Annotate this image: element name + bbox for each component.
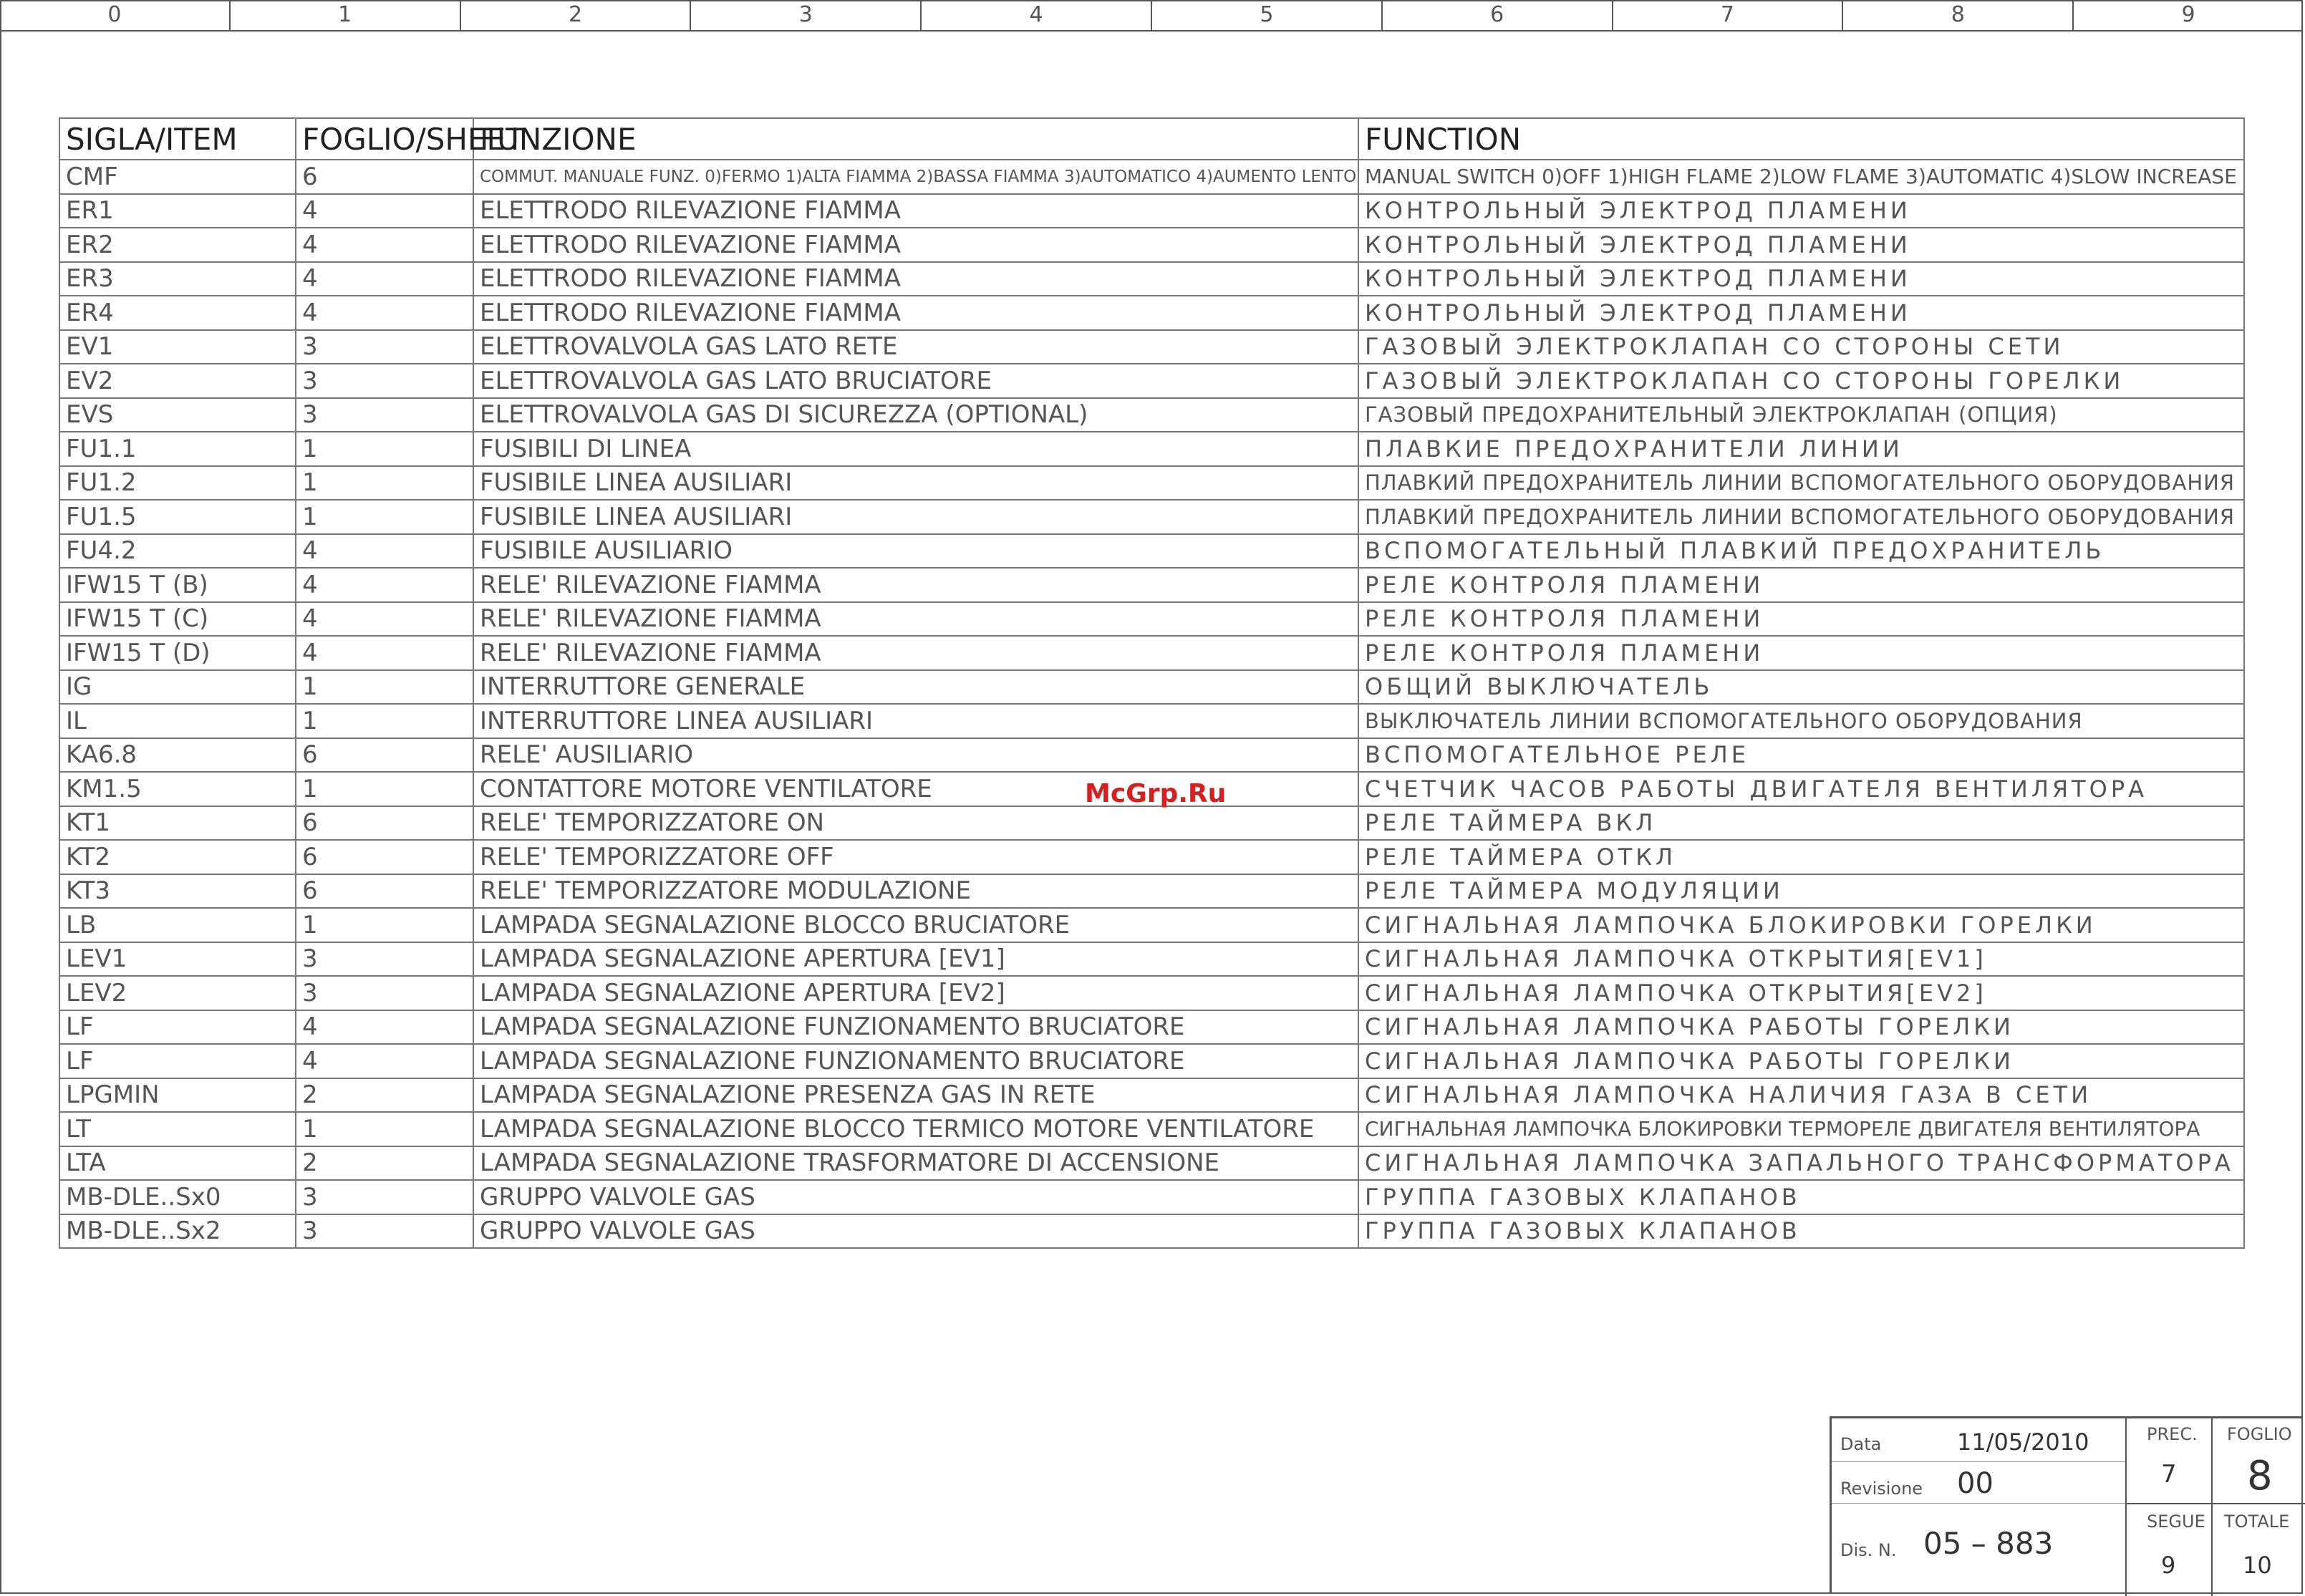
- cell-funzione: LAMPADA SEGNALAZIONE BLOCCO BRUCIATORE: [473, 908, 1358, 942]
- cell-funzione: ELETTROVALVOLA GAS LATO BRUCIATORE: [473, 364, 1358, 398]
- cell-sheet: 6: [296, 840, 473, 874]
- table-row: [59, 670, 2244, 705]
- table-row: [59, 432, 2244, 466]
- cell-item: LEV2: [59, 976, 296, 1010]
- ruler-cell: 9: [2181, 2, 2195, 27]
- cell-sheet: 2: [296, 1146, 473, 1181]
- foglio-value: 8: [2247, 1453, 2273, 1499]
- cell-sheet: 4: [296, 262, 473, 296]
- cell-funzione: LAMPADA SEGNALAZIONE FUNZIONAMENTO BRUCIATORE: [473, 1044, 1358, 1078]
- cell-function: РЕЛЕ ТАЙМЕРА ВКЛ: [1358, 806, 2244, 841]
- cell-function: ПЛАВКИЙ ПРЕДОХРАНИТЕЛЬ ЛИНИИ ВСПОМОГАТЕЛЬНОГО ОБОРУДОВАНИЯ: [1358, 466, 2244, 500]
- cell-item: IG: [59, 670, 296, 705]
- cell-function: СИГНАЛЬНАЯ ЛАМПОЧКА ЗАПАЛЬНОГО ТРАНСФОРМАТОРА: [1358, 1146, 2244, 1181]
- table-row: [59, 330, 2244, 364]
- cell-sheet: 4: [296, 602, 473, 637]
- cell-function: СИГНАЛЬНАЯ ЛАМПОЧКА РАБОТЫ ГОРЕЛКИ: [1358, 1044, 2244, 1078]
- cell-item: KT1: [59, 806, 296, 841]
- cell-sheet: 1: [296, 500, 473, 534]
- prec-value: 7: [2161, 1460, 2177, 1489]
- cell-funzione: ELETTRODO RILEVAZIONE FIAMMA: [473, 262, 1358, 296]
- table-row: [59, 1214, 2244, 1249]
- cell-function: ВЫКЛЮЧАТЕЛЬ ЛИНИИ ВСПОМОГАТЕЛЬНОГО ОБОРУДОВАНИЯ: [1358, 704, 2244, 738]
- ruler-cell: 8: [1843, 0, 2074, 30]
- cell-sheet: 6: [296, 738, 473, 773]
- cell-funzione: RELE' TEMPORIZZATORE OFF: [473, 840, 1358, 874]
- cell-sheet: 1: [296, 466, 473, 500]
- cell-item: IFW15 T (D): [59, 636, 296, 670]
- ruler-cell: 7: [1613, 0, 1844, 30]
- cell-function: MANUAL SWITCH 0)OFF 1)HIGH FLAME 2)LOW FLAME 3)AUTOMATIC 4)SLOW INCREASE: [1358, 160, 2244, 194]
- cell-funzione: LAMPADA SEGNALAZIONE FUNZIONAMENTO BRUCIATORE: [473, 1010, 1358, 1045]
- cell-item: LTA: [59, 1146, 296, 1181]
- cell-function: РЕЛЕ КОНТРОЛЯ ПЛАМЕНИ: [1358, 602, 2244, 637]
- cell-function: КОНТРОЛЬНЫЙ ЭЛЕКТРОД ПЛАМЕНИ: [1358, 262, 2244, 296]
- cell-sheet: 4: [296, 1044, 473, 1078]
- cell-funzione: RELE' TEMPORIZZATORE MODULAZIONE: [473, 874, 1358, 909]
- table-row: [59, 500, 2244, 534]
- cell-function: РЕЛЕ ТАЙМЕРА МОДУЛЯЦИИ: [1358, 874, 2244, 909]
- cell-item: LEV1: [59, 942, 296, 977]
- cell-function: ГАЗОВЫЙ ПРЕДОХРАНИТЕЛЬНЫЙ ЭЛЕКТРОКЛАПАН (ОПЦИЯ): [1358, 398, 2244, 432]
- cell-item: FU1.5: [59, 500, 296, 534]
- cell-item: LF: [59, 1044, 296, 1078]
- table-row: [59, 1078, 2244, 1113]
- cell-item: EVS: [59, 398, 296, 432]
- table-row: [59, 636, 2244, 670]
- cell-function: ВСПОМОГАТЕЛЬНОЕ РЕЛЕ: [1358, 738, 2244, 773]
- segue-label: SEGUE: [2147, 1512, 2205, 1532]
- table-row: [59, 398, 2244, 432]
- cell-sheet: 3: [296, 1214, 473, 1249]
- table-row: [59, 840, 2244, 874]
- revisione-label: Revisione: [1840, 1479, 1923, 1499]
- cell-funzione: FUSIBILI DI LINEA: [473, 432, 1358, 466]
- cell-sheet: 3: [296, 364, 473, 398]
- cell-item: FU1.2: [59, 466, 296, 500]
- cell-sheet: 3: [296, 1180, 473, 1214]
- prec-label: PREC.: [2147, 1424, 2198, 1444]
- cell-function: КОНТРОЛЬНЫЙ ЭЛЕКТРОД ПЛАМЕНИ: [1358, 194, 2244, 228]
- cell-sheet: 1: [296, 1112, 473, 1146]
- cell-sheet: 4: [296, 228, 473, 262]
- cell-funzione: ELETTROVALVOLA GAS DI SICUREZZA (OPTIONAL): [473, 398, 1358, 432]
- ruler-cell: 5: [1152, 0, 1383, 30]
- table-row: [59, 194, 2244, 228]
- cell-funzione: RELE' RILEVAZIONE FIAMMA: [473, 636, 1358, 670]
- foglio-label: FOGLIO: [2227, 1424, 2292, 1444]
- table-row: [59, 466, 2244, 500]
- cell-item: ER2: [59, 228, 296, 262]
- table-row: [59, 1044, 2244, 1078]
- cell-funzione: INTERRUTTORE LINEA AUSILIARI: [473, 704, 1358, 738]
- table-row: [59, 704, 2244, 738]
- ruler-cell: 3: [691, 0, 922, 30]
- table-row: [59, 568, 2244, 602]
- cell-item: CMF: [59, 160, 296, 194]
- cell-sheet: 6: [296, 806, 473, 841]
- cell-function: ВСПОМОГАТЕЛЬНЫЙ ПЛАВКИЙ ПРЕДОХРАНИТЕЛЬ: [1358, 534, 2244, 569]
- table-row: [59, 908, 2244, 942]
- cell-item: EV1: [59, 330, 296, 364]
- cell-funzione: FUSIBILE LINEA AUSILIARI: [473, 466, 1358, 500]
- cell-item: ER1: [59, 194, 296, 228]
- ruler-cell: 1: [231, 0, 461, 30]
- table-row: [59, 874, 2244, 909]
- cell-funzione: ELETTRODO RILEVAZIONE FIAMMA: [473, 296, 1358, 330]
- cell-funzione: LAMPADA SEGNALAZIONE PRESENZA GAS IN RETE: [473, 1078, 1358, 1113]
- header-row: [59, 118, 2244, 160]
- cell-function: ГАЗОВЫЙ ЭЛЕКТРОКЛАПАН СО СТОРОНЫ ГОРЕЛКИ: [1358, 364, 2244, 398]
- table-row: [59, 160, 2244, 194]
- cell-sheet: 4: [296, 194, 473, 228]
- cell-sheet: 4: [296, 296, 473, 330]
- table-row: [59, 1010, 2244, 1045]
- cell-item: MB-DLE..Sx2: [59, 1214, 296, 1249]
- cell-item: IL: [59, 704, 296, 738]
- cell-function: СЧЕТЧИК ЧАСОВ РАБОТЫ ДВИГАТЕЛЯ ВЕНТИЛЯТОРА: [1358, 772, 2244, 806]
- ruler-cell: 6: [1383, 0, 1613, 30]
- cell-item: ER4: [59, 296, 296, 330]
- cell-function: КОНТРОЛЬНЫЙ ЭЛЕКТРОД ПЛАМЕНИ: [1358, 296, 2244, 330]
- cell-function: РЕЛЕ КОНТРОЛЯ ПЛАМЕНИ: [1358, 568, 2244, 602]
- cell-funzione: LAMPADA SEGNALAZIONE BLOCCO TERMICO MOTORE VENTILATORE: [473, 1112, 1358, 1146]
- cell-sheet: 4: [296, 534, 473, 569]
- cell-funzione: RELE' RILEVAZIONE FIAMMA: [473, 568, 1358, 602]
- cell-sheet: 4: [296, 1010, 473, 1045]
- header-item: SIGLA/ITEM: [59, 118, 296, 160]
- cell-funzione: LAMPADA SEGNALAZIONE APERTURA [EV1]: [473, 942, 1358, 977]
- table-row: [59, 262, 2244, 296]
- cell-funzione: LAMPADA SEGNALAZIONE APERTURA [EV2]: [473, 976, 1358, 1010]
- table-row: [59, 1180, 2244, 1214]
- cell-funzione: FUSIBILE AUSILIARIO: [473, 534, 1358, 569]
- header-sheet: FOGLIO/SHEET: [296, 118, 473, 160]
- table-row: [59, 976, 2244, 1010]
- cell-sheet: 3: [296, 398, 473, 432]
- cell-item: FU4.2: [59, 534, 296, 569]
- table-row: [59, 1112, 2244, 1146]
- cell-item: KA6.8: [59, 738, 296, 773]
- header-function: FUNCTION: [1358, 118, 2244, 160]
- cell-sheet: 1: [296, 704, 473, 738]
- cell-sheet: 2: [296, 1078, 473, 1113]
- table-row: [59, 364, 2244, 398]
- data-value: 11/05/2010: [1957, 1428, 2089, 1456]
- cell-function: СИГНАЛЬНАЯ ЛАМПОЧКА БЛОКИРОВКИ ТЕРМОРЕЛЕ ДВИГАТЕЛЯ ВЕНТИЛЯТОРА: [1358, 1112, 2244, 1146]
- table-row: [59, 228, 2244, 262]
- ruler-cell: 2: [461, 0, 692, 30]
- table-row: [59, 296, 2244, 330]
- cell-item: IFW15 T (B): [59, 568, 296, 602]
- dis-value: 05 – 883: [1923, 1526, 2054, 1561]
- cell-function: РЕЛЕ КОНТРОЛЯ ПЛАМЕНИ: [1358, 636, 2244, 670]
- cell-sheet: 4: [296, 636, 473, 670]
- ruler-cell: 0: [0, 0, 231, 30]
- cell-item: MB-DLE..Sx0: [59, 1180, 296, 1214]
- cell-function: СИГНАЛЬНАЯ ЛАМПОЧКА ОТКРЫТИЯ[EV2]: [1358, 976, 2244, 1010]
- cell-function: СИГНАЛЬНАЯ ЛАМПОЧКА РАБОТЫ ГОРЕЛКИ: [1358, 1010, 2244, 1045]
- cell-funzione: GRUPPO VALVOLE GAS: [473, 1180, 1358, 1214]
- cell-sheet: 1: [296, 670, 473, 705]
- cell-item: KT2: [59, 840, 296, 874]
- cell-function: ГРУППА ГАЗОВЫХ КЛАПАНОВ: [1358, 1214, 2244, 1249]
- cell-sheet: 1: [296, 772, 473, 806]
- cell-sheet: 3: [296, 976, 473, 1010]
- cell-funzione: GRUPPO VALVOLE GAS: [473, 1214, 1358, 1249]
- totale-value: 10: [2243, 1552, 2272, 1579]
- cell-function: ГАЗОВЫЙ ЭЛЕКТРОКЛАПАН СО СТОРОНЫ СЕТИ: [1358, 330, 2244, 364]
- cell-function: СИГНАЛЬНАЯ ЛАМПОЧКА ОТКРЫТИЯ[EV1]: [1358, 942, 2244, 977]
- cell-function: КОНТРОЛЬНЫЙ ЭЛЕКТРОД ПЛАМЕНИ: [1358, 228, 2244, 262]
- cell-function: РЕЛЕ ТАЙМЕРА ОТКЛ: [1358, 840, 2244, 874]
- cell-funzione: ELETTRODO RILEVAZIONE FIAMMA: [473, 194, 1358, 228]
- cell-sheet: 6: [296, 874, 473, 909]
- watermark-text: McGrp.Ru: [1085, 779, 1227, 808]
- dis-label: Dis. N.: [1840, 1540, 1897, 1560]
- table-row: [59, 1146, 2244, 1181]
- cell-item: LT: [59, 1112, 296, 1146]
- cell-funzione: ELETTRODO RILEVAZIONE FIAMMA: [473, 228, 1358, 262]
- cell-item: LPGMIN: [59, 1078, 296, 1113]
- cell-item: LF: [59, 1010, 296, 1045]
- table-body: [59, 160, 2244, 1248]
- title-block: [1830, 1416, 2303, 1594]
- cell-item: FU1.1: [59, 432, 296, 466]
- cell-funzione: COMMUT. MANUALE FUNZ. 0)FERMO 1)ALTA FIAMMA 2)BASSA FIAMMA 3)AUTOMATICO 4)AUMENTO LENTO: [473, 160, 1358, 194]
- cell-sheet: 3: [296, 330, 473, 364]
- component-legend-table: [59, 117, 2245, 1249]
- table-row: [59, 942, 2244, 977]
- cell-funzione: RELE' AUSILIARIO: [473, 738, 1358, 773]
- cell-funzione: RELE' RILEVAZIONE FIAMMA: [473, 602, 1358, 637]
- totale-label: TOTALE: [2224, 1512, 2290, 1532]
- table-row: [59, 806, 2244, 841]
- cell-funzione: RELE' TEMPORIZZATORE ON: [473, 806, 1358, 841]
- cell-item: KT3: [59, 874, 296, 909]
- cell-function: ПЛАВКИЙ ПРЕДОХРАНИТЕЛЬ ЛИНИИ ВСПОМОГАТЕЛЬНОГО ОБОРУДОВАНИЯ: [1358, 500, 2244, 534]
- cell-item: IFW15 T (C): [59, 602, 296, 637]
- cell-item: LB: [59, 908, 296, 942]
- cell-function: ОБЩИЙ ВЫКЛЮЧАТЕЛЬ: [1358, 670, 2244, 705]
- cell-sheet: 4: [296, 568, 473, 602]
- cell-sheet: 3: [296, 942, 473, 977]
- cell-funzione: LAMPADA SEGNALAZIONE TRASFORMATORE DI ACCENSIONE: [473, 1146, 1358, 1181]
- data-label: Data: [1840, 1434, 1882, 1454]
- cell-function: ПЛАВКИЕ ПРЕДОХРАНИТЕЛИ ЛИНИИ: [1358, 432, 2244, 466]
- revisione-value: 00: [1957, 1467, 1994, 1500]
- cell-function: ГРУППА ГАЗОВЫХ КЛАПАНОВ: [1358, 1180, 2244, 1214]
- cell-funzione: CONTATTORE MOTORE VENTILATORE: [473, 772, 1358, 806]
- cell-item: ER3: [59, 262, 296, 296]
- cell-funzione: FUSIBILE LINEA AUSILIARI: [473, 500, 1358, 534]
- header-funzione: FUNZIONE: [473, 118, 1358, 160]
- cell-function: СИГНАЛЬНАЯ ЛАМПОЧКА НАЛИЧИЯ ГАЗА В СЕТИ: [1358, 1078, 2244, 1113]
- ruler-cell: 4: [922, 0, 1152, 30]
- cell-sheet: 1: [296, 432, 473, 466]
- segue-value: 9: [2161, 1552, 2176, 1579]
- table-row: [59, 738, 2244, 773]
- cell-item: EV2: [59, 364, 296, 398]
- table-row: [59, 602, 2244, 637]
- table-row: [59, 534, 2244, 569]
- cell-item: KM1.5: [59, 772, 296, 806]
- cell-sheet: 1: [296, 908, 473, 942]
- cell-function: СИГНАЛЬНАЯ ЛАМПОЧКА БЛОКИРОВКИ ГОРЕЛКИ: [1358, 908, 2244, 942]
- cell-funzione: INTERRUTTORE GENERALE: [473, 670, 1358, 705]
- column-ruler: [0, 0, 2303, 32]
- cell-funzione: ELETTROVALVOLA GAS LATO RETE: [473, 330, 1358, 364]
- cell-sheet: 6: [296, 160, 473, 194]
